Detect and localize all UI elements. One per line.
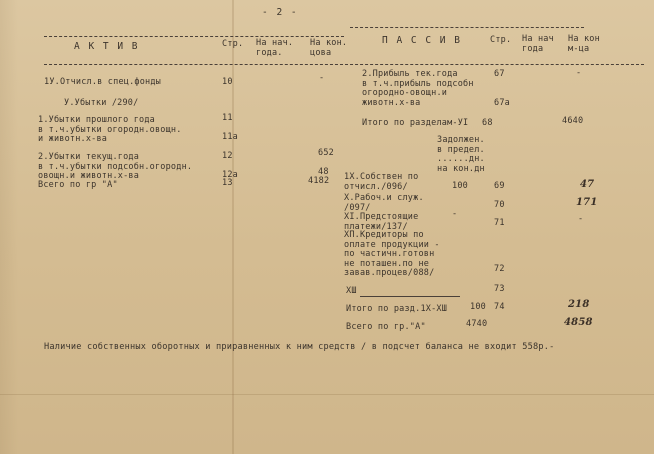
blank-underline	[360, 296, 460, 297]
header-rule	[350, 27, 584, 28]
liability-end: -	[578, 214, 584, 224]
asset-end: 652 48	[318, 148, 334, 177]
liability-end: 4640	[562, 116, 584, 126]
liability-debt: 100	[452, 181, 468, 191]
liability-line: 68	[482, 118, 493, 128]
footnote: Наличие собственных оборотных и приравненных к ним средств / в подсчет баланса не входит 558р.-	[44, 342, 555, 352]
asset-end: -	[319, 73, 325, 83]
liability-end-handwritten: 4858	[564, 317, 593, 328]
header-rule	[44, 36, 344, 37]
liabilities-col-end: На кон м-ца	[568, 34, 600, 54]
section-heading: У.Убытки /290/	[64, 98, 139, 108]
asset-label: 2.Убытки текущ.года в т.ч.убытки подсобн.огородн. овощн.и животн.х-ва	[38, 152, 193, 181]
header-rule	[44, 64, 644, 65]
liability-label: Х.Рабоч.и служ. /097/	[344, 193, 424, 213]
liabilities-col-line: Стр.	[490, 35, 512, 45]
liability-line: 73	[494, 284, 505, 294]
liability-label: ХП.Кредиторы по оплате продукции - по частичн.готовн не поташен.по не завав.процев/088/	[344, 230, 440, 278]
liability-line: 71	[494, 218, 505, 228]
liability-label: ХI.Предстоящие платежи/137/	[344, 212, 419, 232]
asset-line: 13	[222, 178, 233, 188]
page-number: - 2 -	[262, 7, 299, 18]
assets-col-end: На кон. цова	[310, 38, 348, 58]
liability-debt: 4740	[466, 319, 488, 329]
liability-label: Всего по гр."А"	[346, 322, 426, 332]
asset-label: Всего по гр "А"	[38, 180, 118, 190]
assets-col-start: На нач. года.	[256, 38, 294, 58]
debt-column-header: Задолжен. в предел. ......дн. на кон.дн	[437, 135, 485, 174]
liability-label: Итого по разделам-УI	[362, 118, 469, 128]
liability-line: 69	[494, 181, 505, 191]
liability-debt: -	[452, 209, 458, 219]
asset-label: 1.Убытки прошлого года в т.ч.убытки огородн.овощн. и животн.х-ва	[38, 115, 182, 144]
asset-line: 11 11а	[222, 113, 238, 142]
liability-label: Итого по разд.1Х-ХШ	[346, 304, 448, 314]
liability-label: 1Х.Собствен по отчисл./096/	[344, 172, 419, 192]
liability-line: 72	[494, 264, 505, 274]
liability-label: 2.Прибыль тек.года в т.ч.прибыль подсобн огородно-овощн.и животн.х-ва	[362, 69, 474, 108]
liability-end: -	[576, 68, 582, 78]
liabilities-col-start: На нач года	[522, 34, 554, 54]
liability-debt: 100	[470, 302, 486, 312]
fold-line	[0, 394, 654, 395]
liability-label: ХШ	[346, 286, 357, 296]
asset-line: 10	[222, 77, 233, 87]
liability-line: 67 67а	[494, 69, 510, 108]
liability-end-handwritten: 171	[576, 197, 598, 208]
liabilities-title: П А С С И В	[382, 35, 462, 46]
liability-end-handwritten: 47	[580, 179, 595, 190]
assets-title: А К Т И В	[74, 41, 139, 52]
liability-end-handwritten: 218	[568, 299, 590, 310]
liability-line: 70	[494, 200, 505, 210]
asset-label: 1У.Отчисл.в спец.фонды	[44, 77, 161, 87]
fold-line	[232, 0, 234, 454]
asset-line: 12 12а	[222, 151, 238, 180]
liability-line: 74	[494, 302, 505, 312]
asset-end: 4182	[308, 176, 330, 186]
assets-col-line: Стр.	[222, 39, 244, 49]
